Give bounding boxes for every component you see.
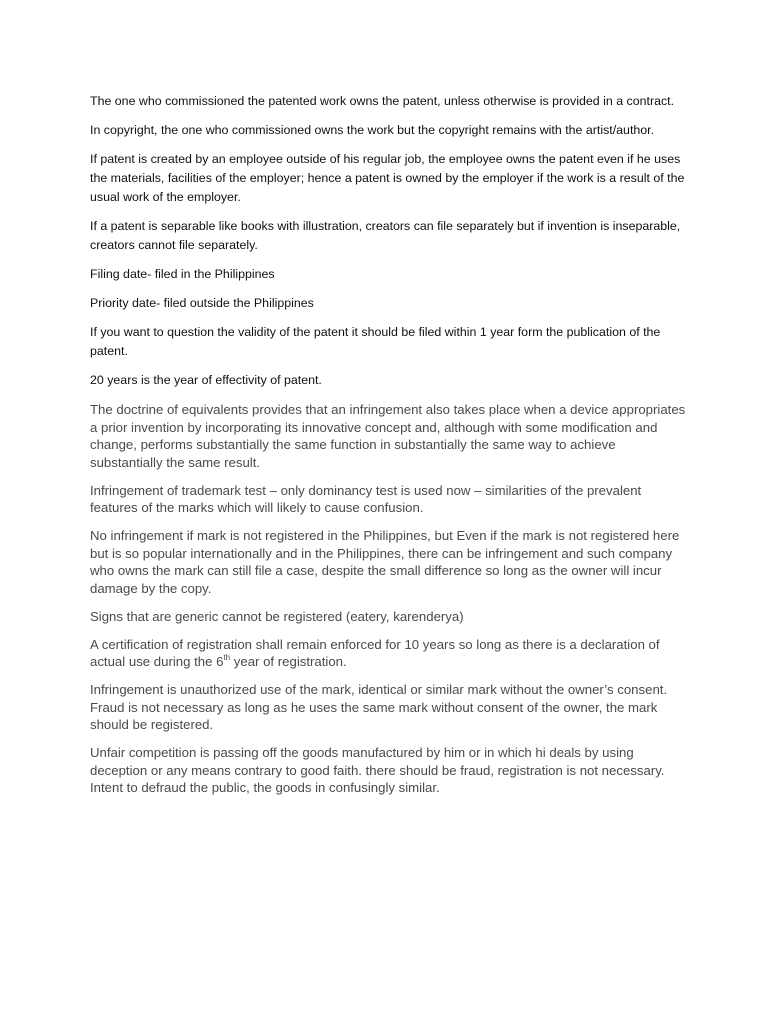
document-body — [90, 92, 690, 807]
paragraph-unregistered-mark: No infringement if mark is not registered in the Philippines, but Even if the mark is not registered here but is so popular internationally and in the Philippines, there can be infringement and such company who owns the mark can still file a case, despite the small difference so long as the owner will incur damage by the copy. — [90, 528, 680, 596]
certification-text-after: year of registration. — [230, 654, 347, 669]
certification-superscript: th — [223, 653, 231, 662]
paragraph-separable-patent: If a patent is separable like books with illustration, creators can file separately but if invention is inseparable, creators cannot file separately. — [90, 219, 681, 252]
paragraph-filing-date: Filing date- filed in the Philippines — [90, 267, 275, 281]
paragraph-trademark-test: Infringement of trademark test – only dominancy test is used now – similarities of the prevalent features of the marks which will likely to cause confusion. — [90, 482, 642, 515]
paragraph-employee-patent: If patent is created by an employee outside of his regular job, the employee owns the patent even if he uses the materials, facilities of the employer; hence a patent is owned by the employer if the work is a result of the usual work of the employer. — [90, 152, 685, 204]
paragraph-validity-question: If you want to question the validity of the patent it should be filed within 1 year form the publication of the patent. — [90, 325, 661, 358]
paragraph-copyright-commission: In copyright, the one who commissioned owns the work but the copyright remains with the artist/author. — [90, 123, 655, 137]
paragraph-unfair-competition: Unfair competition is passing off the goods manufactured by him or in which hi deals by using deception or any means contrary to good faith. there should be fraud, registration is not necessary. Intent to defraud the public, the goods in confusingly similar. — [90, 745, 665, 795]
certification-text-before: A certification of registration shall remain enforced for 10 years so long as there is a declaration of actual use during the 6 — [90, 636, 660, 669]
paragraph-doctrine-of-equivalents: The doctrine of equivalents provides that an infringement also takes place when a device appropriates a prior invention by incorporating its innovative concept and, although with some modification and change, performs substantially the same function in substantially the same way to achieve substantially the same result. — [90, 402, 686, 470]
paragraph-patent-effectivity: 20 years is the year of effectivity of patent. — [90, 373, 322, 387]
paragraph-commissioned-patent: The one who commissioned the patented work owns the patent, unless otherwise is provided in a contract. — [90, 94, 675, 108]
paragraph-certification-registration — [90, 636, 690, 671]
paragraph-generic-signs: Signs that are generic cannot be registered (eatery, karenderya) — [90, 608, 464, 624]
paragraph-priority-date: Priority date- filed outside the Philippines — [90, 296, 314, 310]
paragraph-infringement-definition: Infringement is unauthorized use of the mark, identical or similar mark without the owner’s consent. Fraud is not necessary as long as he uses the same mark without consent of the owner, the mark should be registered. — [90, 682, 668, 732]
